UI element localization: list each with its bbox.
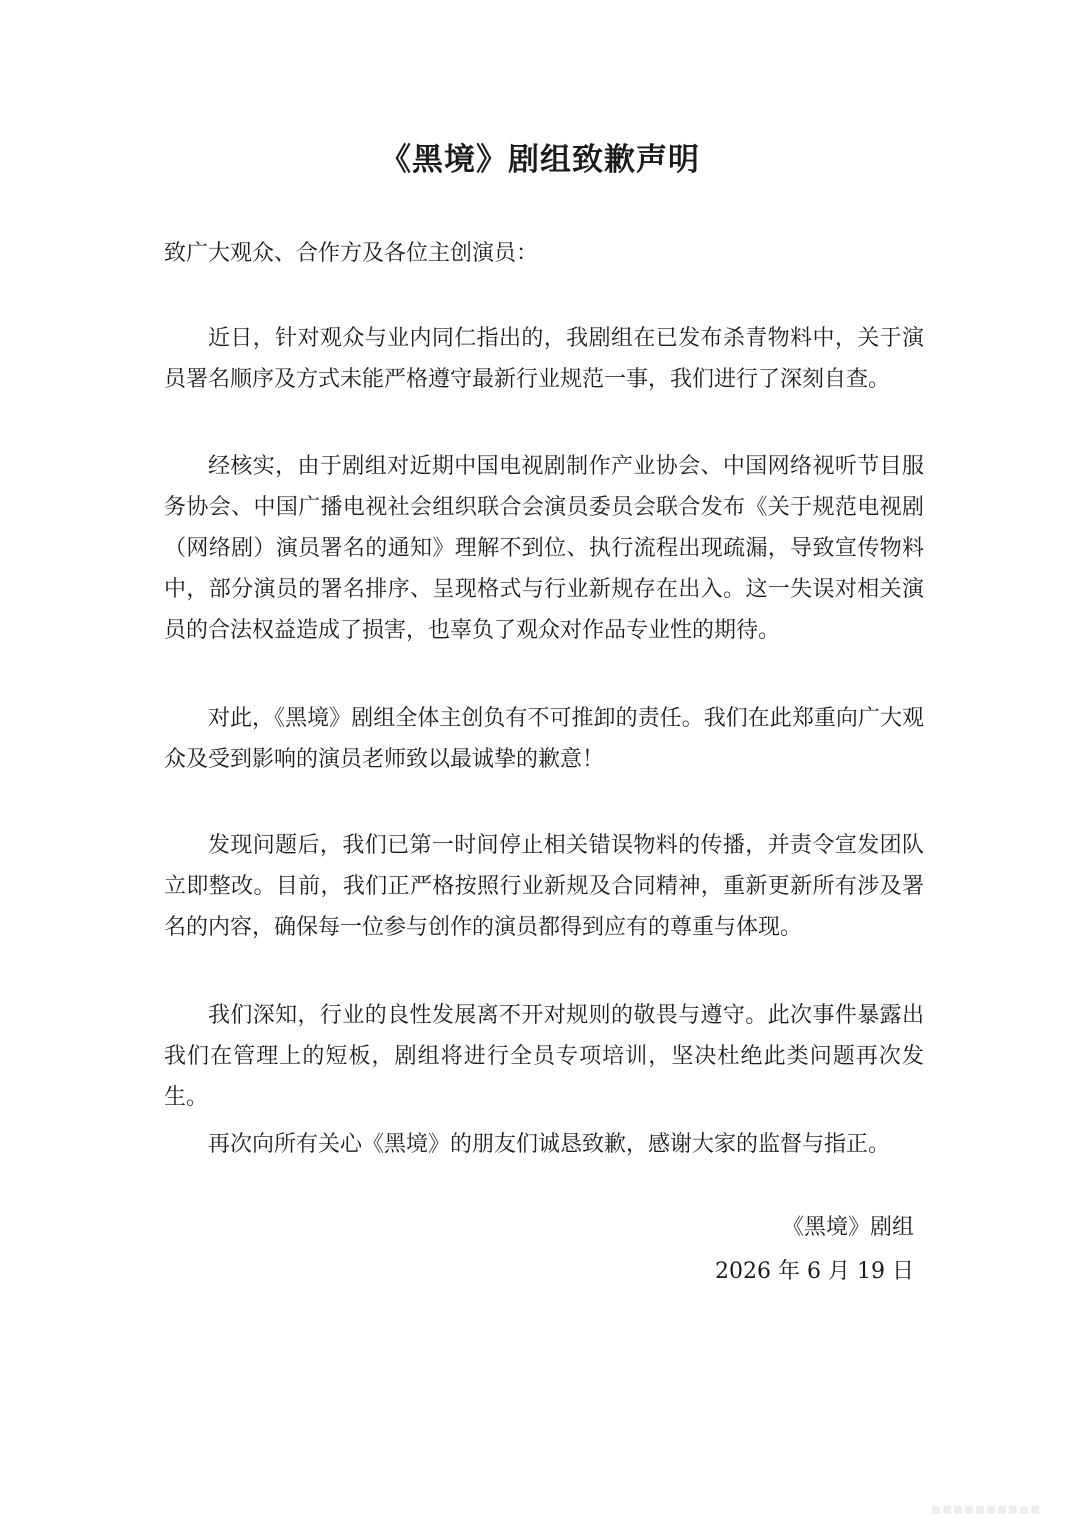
paragraph-closing: 再次向所有关心《黑境》的朋友们诚恳致歉，感谢大家的监督与指正。 xyxy=(208,1132,891,1157)
document-title: 《黑境》剧组致歉声明 xyxy=(380,142,700,178)
signature: 《黑境》剧组 xyxy=(781,1215,914,1240)
paragraph-self-inspection: 近日，针对观众与业内同仁指出的，我剧组在已发布杀青物料中，关于演员署名顺序及方式未能严格遵守最新行业规范一事，我们进行了深刻自查。 xyxy=(164,326,924,392)
signature-date: 2026 年 6 月 19 日 xyxy=(715,1259,914,1284)
watermark-mark xyxy=(932,1503,1062,1517)
salutation: 致广大观众、合作方及各位主创演员： xyxy=(164,241,539,266)
paragraph-rectification: 发现问题后，我们已第一时间停止相关错误物料的传播，并责令宣发团队立即整改。目前，我们正严格按照行业新规及合同精神，重新更新所有涉及署名的内容，确保每一位参与创作的演员都得到应有的尊重与体现。 xyxy=(164,833,924,940)
paragraph-commitment: 我们深知，行业的良性发展离不开对规则的敬畏与遵守。此次事件暴露出我们在管理上的短板，剧组将进行全员专项培训，坚决杜绝此类问题再次发生。 xyxy=(164,1003,924,1110)
paragraph-verification: 经核实，由于剧组对近期中国电视剧制作产业协会、中国网络视听节目服务协会、中国广播电视社会组织联合会演员委员会联合发布《关于规范电视剧（网络剧）演员署名的通知》理解不到位、执行流程出现疏漏，导致宣传物料中，部分演员的署名排序、呈现格式与行业新规存在出入。这一失误对相关演员的合法权益造成了损害，也辜负了观众对作品专业性的期待。 xyxy=(164,454,924,643)
paragraph-apology: 对此，《黑境》剧组全体主创负有不可推卸的责任。我们在此郑重向广大观众及受到影响的演员老师致以最诚挚的歉意！ xyxy=(164,706,924,772)
